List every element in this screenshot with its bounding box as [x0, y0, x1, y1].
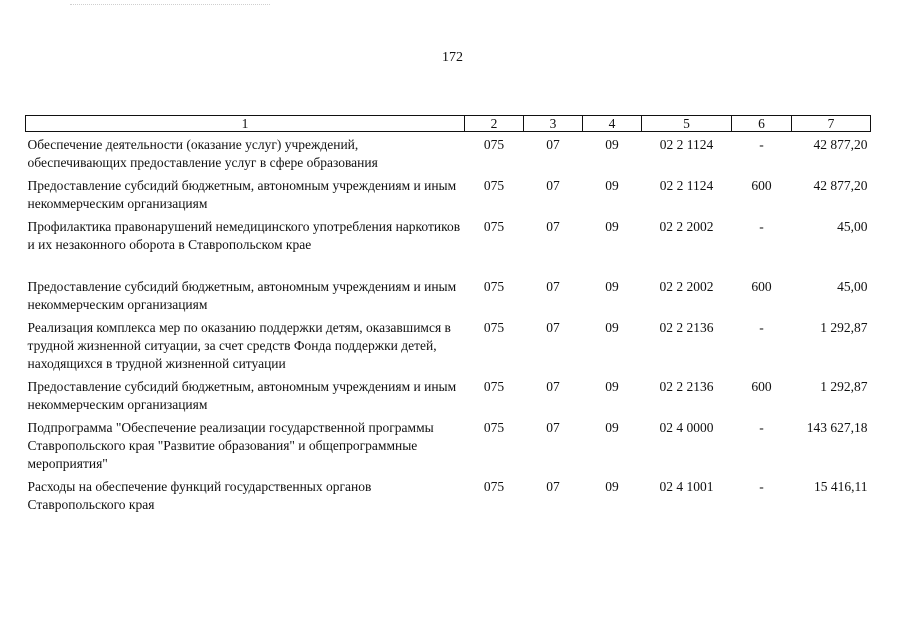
- row-expense-type: -: [759, 479, 764, 494]
- header-col-4: 4: [583, 116, 642, 132]
- row-ministry-code: 075: [483, 479, 505, 494]
- row-name: Предоставление субсидий бюджетным, автономным учреждениям и иным некоммерческим организациям: [27, 178, 457, 211]
- row-expense-type: -: [759, 320, 764, 335]
- row-amount: 42 877,20: [813, 137, 868, 152]
- row-expense-type: -: [759, 137, 764, 152]
- table-header-row: [26, 116, 871, 132]
- row-section-code: 07: [546, 137, 560, 152]
- row-expense-type: 600: [751, 279, 772, 294]
- row-section-code: 07: [546, 420, 560, 435]
- row-target-code: 02 2 2002: [659, 279, 714, 294]
- table-row: [26, 474, 871, 515]
- row-subsection-code: 09: [605, 479, 619, 494]
- row-ministry-code: 075: [483, 279, 505, 294]
- row-name: Предоставление субсидий бюджетным, автономным учреждениям и иным некоммерческим организациям: [27, 379, 457, 412]
- table-row: [26, 415, 871, 474]
- row-section-code: 07: [546, 320, 560, 335]
- header-col-3: 3: [524, 116, 583, 132]
- row-section-code: 07: [546, 279, 560, 294]
- row-section-code: 07: [546, 479, 560, 494]
- row-section-code: 07: [546, 219, 560, 234]
- row-expense-type: 600: [751, 178, 772, 193]
- row-target-code: 02 4 1001: [659, 479, 714, 494]
- row-ministry-code: 075: [483, 420, 505, 435]
- header-col-5: 5: [642, 116, 732, 132]
- row-ministry-code: 075: [483, 320, 505, 335]
- row-name: Расходы на обеспечение функций государственных органов Ставропольского края: [27, 479, 372, 512]
- table-row: [26, 173, 871, 214]
- row-name: Предоставление субсидий бюджетным, автономным учреждениям и иным некоммерческим организациям: [27, 279, 457, 312]
- row-ministry-code: 075: [483, 379, 505, 394]
- page-number: 172: [442, 50, 463, 65]
- row-expense-type: -: [759, 219, 764, 234]
- table-row: [26, 132, 871, 174]
- scan-artifact: [70, 4, 270, 7]
- row-ministry-code: 075: [483, 137, 505, 152]
- row-amount: 45,00: [837, 219, 868, 234]
- header-col-1: 1: [26, 116, 465, 132]
- table-row: [26, 315, 871, 374]
- row-subsection-code: 09: [605, 137, 619, 152]
- row-target-code: 02 2 2136: [659, 320, 714, 335]
- row-amount: 15 416,11: [814, 479, 868, 494]
- row-ministry-code: 075: [483, 178, 505, 193]
- row-amount: 1 292,87: [820, 320, 868, 335]
- header-col-6: 6: [732, 116, 792, 132]
- row-section-code: 07: [546, 178, 560, 193]
- row-section-code: 07: [546, 379, 560, 394]
- row-amount: 1 292,87: [820, 379, 868, 394]
- row-subsection-code: 09: [605, 178, 619, 193]
- row-subsection-code: 09: [605, 420, 619, 435]
- row-amount: 42 877,20: [813, 178, 868, 193]
- table-row: [26, 214, 871, 274]
- row-name: Подпрограмма "Обеспечение реализации государственной программы Ставропольского края "Развитие образования" и общепрограммные мероприятия": [27, 420, 434, 471]
- row-subsection-code: 09: [605, 320, 619, 335]
- row-amount: 45,00: [837, 279, 868, 294]
- row-target-code: 02 2 2136: [659, 379, 714, 394]
- row-ministry-code: 075: [483, 219, 505, 234]
- table-row: [26, 274, 871, 315]
- row-subsection-code: 09: [605, 219, 619, 234]
- row-expense-type: 600: [751, 379, 772, 394]
- row-target-code: 02 2 1124: [659, 178, 714, 193]
- row-name: Обеспечение деятельности (оказание услуг) учреждений, обеспечивающих предоставление услуг в сфере образования: [27, 137, 378, 170]
- row-name: Профилактика правонарушений немедицинского употребления наркотиков и их незаконного оборота в Ставропольском крае: [27, 219, 461, 252]
- header-col-2: 2: [465, 116, 524, 132]
- row-amount: 143 627,18: [806, 420, 868, 435]
- row-name: Реализация комплекса мер по оказанию поддержки детям, оказавшимся в трудной жизненной ситуации, за счет средств Фонда поддержки детей, находящихся в трудной жизненной ситуации: [27, 320, 451, 371]
- row-target-code: 02 4 0000: [659, 420, 714, 435]
- header-col-7: 7: [792, 116, 871, 132]
- table-row: [26, 374, 871, 415]
- row-subsection-code: 09: [605, 379, 619, 394]
- row-target-code: 02 2 1124: [659, 137, 714, 152]
- row-expense-type: -: [759, 420, 764, 435]
- budget-table: [25, 115, 871, 515]
- row-subsection-code: 09: [605, 279, 619, 294]
- row-target-code: 02 2 2002: [659, 219, 714, 234]
